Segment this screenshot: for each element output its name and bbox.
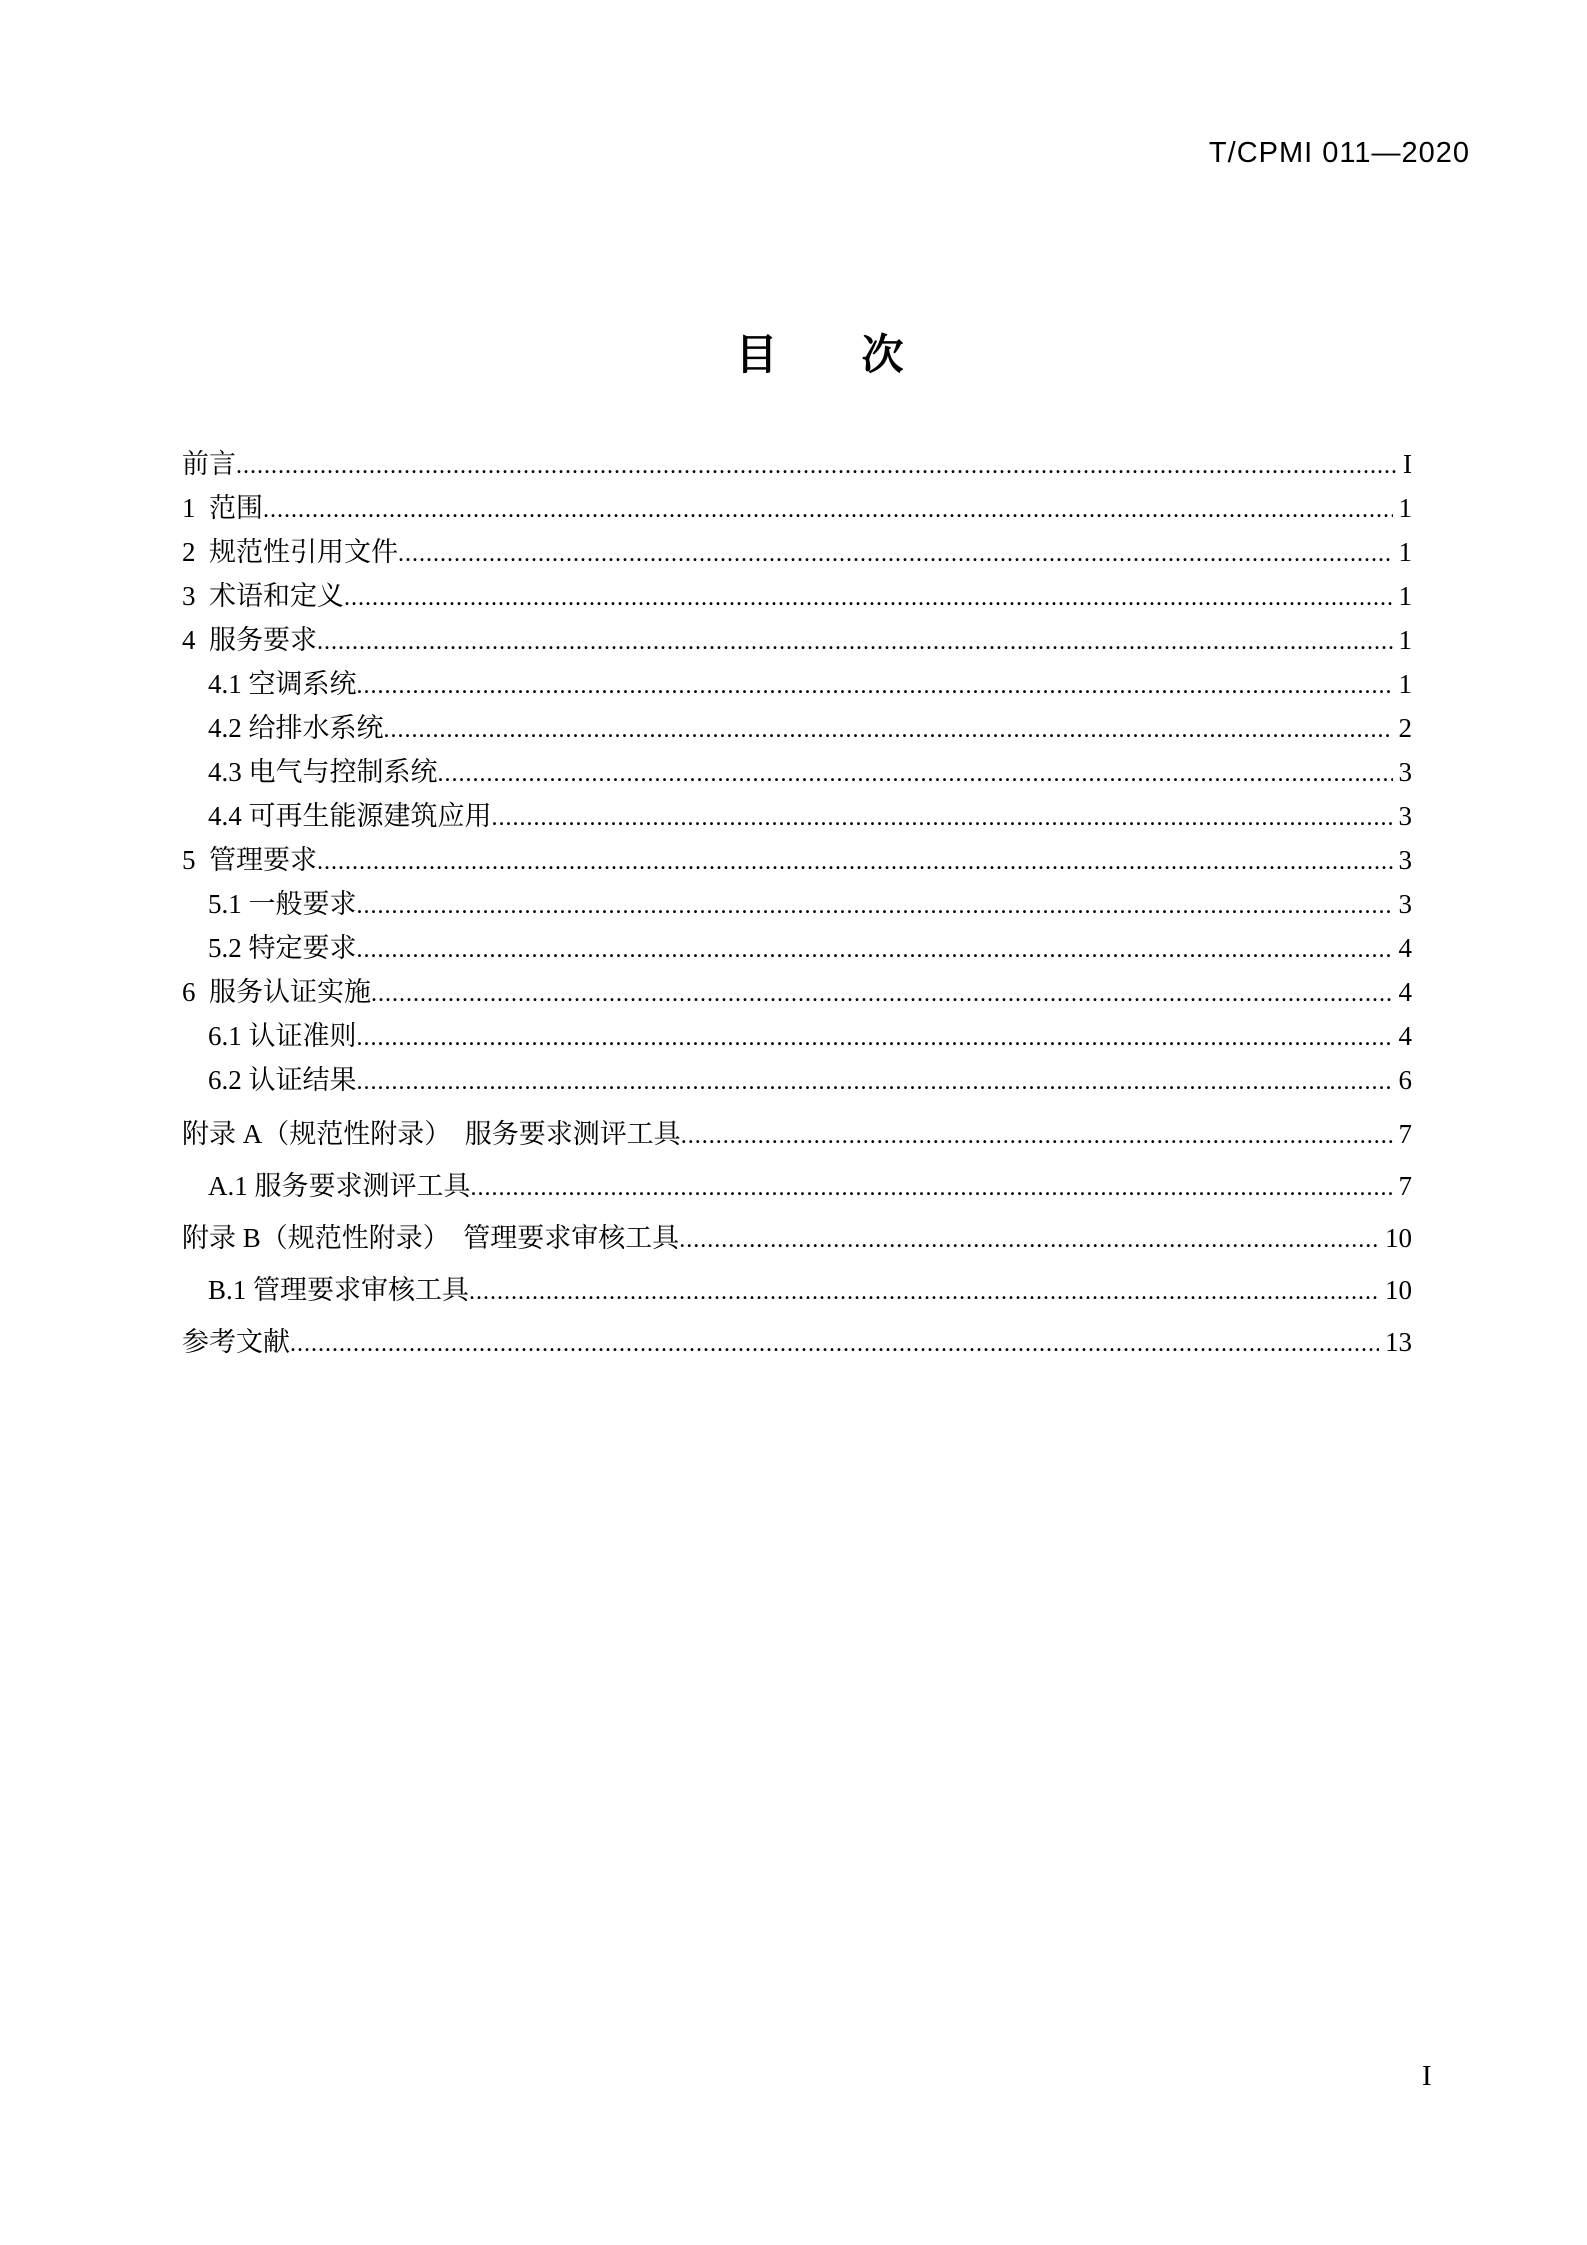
- toc-leader-dots: [438, 751, 1393, 795]
- toc-entry: [182, 619, 1412, 663]
- toc-entry: [182, 575, 1412, 619]
- toc-leader-dots: [398, 531, 1393, 575]
- footer-page-number: I: [1422, 2060, 1432, 2092]
- toc-entry-label: 4 服务要求: [182, 625, 317, 655]
- toc-entry-page: 7: [1398, 1119, 1412, 1149]
- toc-entry-label: 附录 B（规范性附录） 管理要求审核工具: [182, 1223, 680, 1253]
- toc-entry-page: 3: [1398, 801, 1412, 831]
- toc-entry-page: 3: [1398, 757, 1412, 787]
- toc-entry: [182, 1015, 1412, 1059]
- toc-entry-label: A.1 服务要求测评工具: [208, 1171, 471, 1201]
- toc-leader-dots: [317, 619, 1393, 663]
- toc-entry-label: 2 规范性引用文件: [182, 537, 398, 567]
- toc-entry-page: 10: [1385, 1223, 1412, 1253]
- toc-entry: [182, 487, 1412, 531]
- toc-entry-label: 1 范围: [182, 493, 263, 523]
- toc-leader-dots: [263, 487, 1393, 531]
- toc-leader-dots: [236, 443, 1397, 487]
- toc-entry: [182, 795, 1412, 839]
- toc-entry-label: 3 术语和定义: [182, 581, 344, 611]
- table-of-contents: [182, 443, 1412, 1369]
- toc-entry-label: B.1 管理要求审核工具: [208, 1275, 470, 1305]
- toc-entry: [182, 443, 1412, 487]
- toc-entry: [182, 839, 1412, 883]
- toc-entry-label: 6.2 认证结果: [208, 1065, 357, 1095]
- toc-entry: [182, 531, 1412, 575]
- toc-entry-page: I: [1403, 449, 1412, 479]
- toc-entry: [182, 1213, 1412, 1265]
- toc-entry: [182, 883, 1412, 927]
- toc-entry-label: 6 服务认证实施: [182, 977, 371, 1007]
- toc-leader-dots: [357, 1015, 1393, 1059]
- toc-entry-label: 4.4 可再生能源建筑应用: [208, 801, 492, 831]
- toc-entry-page: 3: [1398, 845, 1412, 875]
- toc-entry: [182, 707, 1412, 751]
- toc-entry-page: 7: [1398, 1171, 1412, 1201]
- toc-leader-dots: [357, 883, 1393, 927]
- toc-entry-page: 1: [1398, 493, 1412, 523]
- toc-entry: [182, 1109, 1412, 1161]
- toc-entry-page: 1: [1398, 581, 1412, 611]
- toc-leader-dots: [471, 1161, 1393, 1213]
- toc-entry-label: 前言: [182, 449, 236, 479]
- toc-entry-label: 4.2 给排水系统: [208, 713, 384, 743]
- toc-entry-label: 5.2 特定要求: [208, 933, 357, 963]
- toc-leader-dots: [679, 1213, 1379, 1265]
- toc-leader-dots: [384, 707, 1393, 751]
- toc-leader-dots: [344, 575, 1393, 619]
- toc-entry-page: 6: [1398, 1065, 1412, 1095]
- toc-entry-label: 5 管理要求: [182, 845, 317, 875]
- toc-leader-dots: [469, 1265, 1379, 1317]
- toc-entry-page: 4: [1398, 933, 1412, 963]
- toc-entry: [182, 1317, 1412, 1369]
- toc-entry: [182, 1265, 1412, 1317]
- toc-leader-dots: [492, 795, 1393, 839]
- toc-entry-label: 参考文献: [182, 1327, 290, 1357]
- toc-entry-label: 4.3 电气与控制系统: [208, 757, 438, 787]
- toc-entry-label: 5.1 一般要求: [208, 889, 357, 919]
- toc-leader-dots: [317, 839, 1393, 883]
- toc-entry: [182, 971, 1412, 1015]
- toc-entry-page: 4: [1398, 1021, 1412, 1051]
- toc-entry-label: 6.1 认证准则: [208, 1021, 357, 1051]
- toc-entry: [182, 1161, 1412, 1213]
- toc-entry-page: 1: [1398, 625, 1412, 655]
- toc-leader-dots: [357, 663, 1393, 707]
- toc-entry: [182, 1059, 1412, 1103]
- toc-entry-label: 4.1 空调系统: [208, 669, 357, 699]
- toc-entry: [182, 751, 1412, 795]
- toc-entry-page: 1: [1398, 669, 1412, 699]
- toc-entry-page: 1: [1398, 537, 1412, 567]
- toc-entry-page: 10: [1385, 1275, 1412, 1305]
- document-code: T/CPMI 011—2020: [1208, 137, 1470, 169]
- toc-entry-label: 附录 A（规范性附录） 服务要求测评工具: [182, 1119, 681, 1149]
- toc-entry-page: 3: [1398, 889, 1412, 919]
- toc-entry-page: 2: [1398, 713, 1412, 743]
- toc-leader-dots: [290, 1317, 1379, 1369]
- toc-leader-dots: [371, 971, 1393, 1015]
- toc-leader-dots: [357, 927, 1393, 971]
- toc-entry: [182, 663, 1412, 707]
- toc-leader-dots: [681, 1109, 1393, 1161]
- toc-leader-dots: [357, 1059, 1393, 1103]
- toc-entry-page: 4: [1398, 977, 1412, 1007]
- toc-entry-page: 13: [1385, 1327, 1412, 1357]
- toc-entry: [182, 927, 1412, 971]
- page-title: 目 次: [735, 331, 904, 378]
